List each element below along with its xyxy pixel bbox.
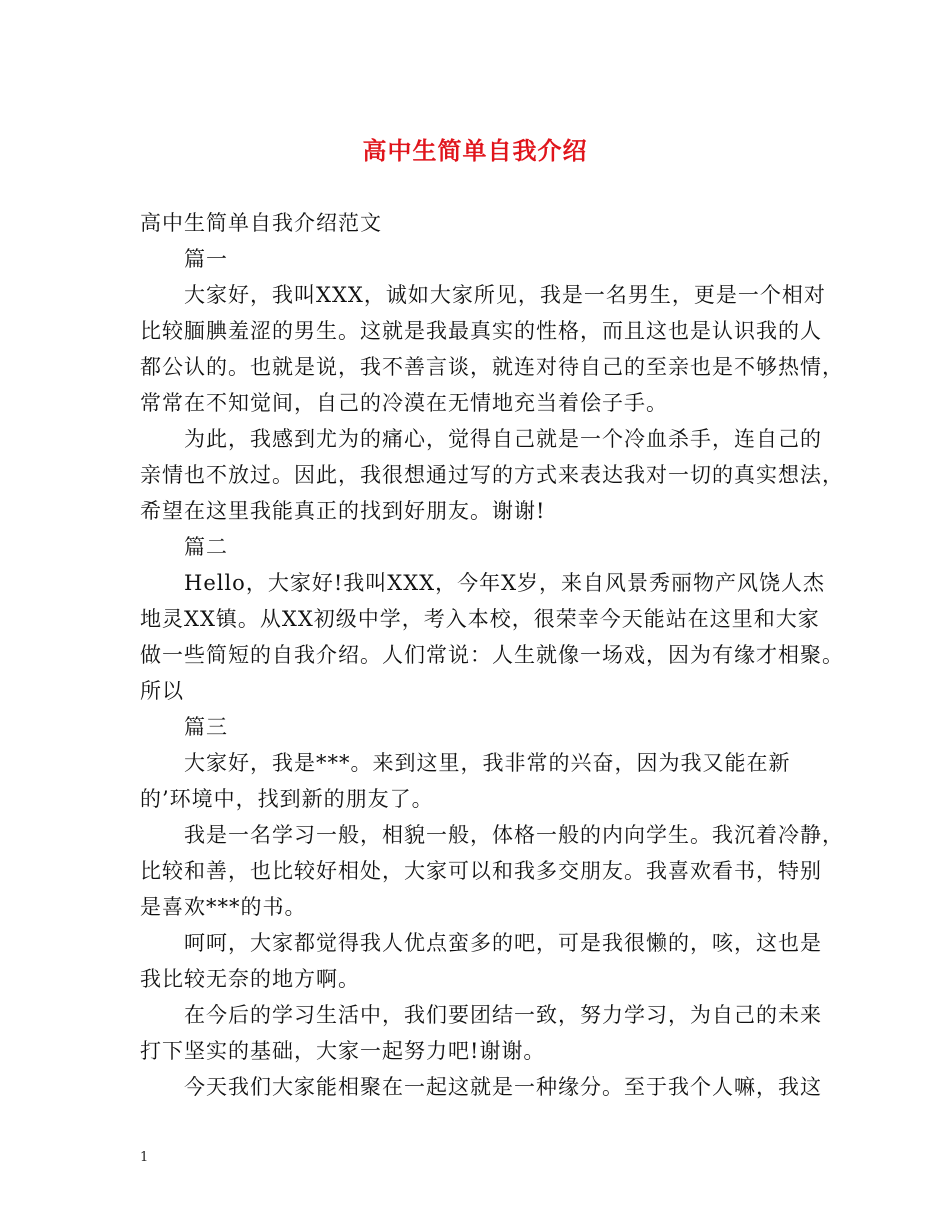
paragraph-line: 比较腼腆羞涩的男生。这就是我最真实的性格，而且这也是认识我的人	[140, 319, 822, 343]
paragraph-line: 今天我们大家能相聚在一起这就是一种缘分。至于我个人嘛，我这	[184, 1075, 822, 1099]
paragraph-line: 比较和善，也比较好相处，大家可以和我多交朋友。我喜欢看书，特别	[140, 859, 822, 883]
paragraph-line: 做一些简短的自我介绍。人们常说：人生就像一场戏，因为有缘才相聚。	[140, 643, 844, 667]
paragraph-line: 常常在不知觉间，自己的冷漠在无情地充当着侩子手。	[140, 391, 668, 415]
paragraph-line: 大家好，我是***。来到这里，我非常的兴奋，因为我又能在新	[184, 751, 791, 775]
paragraph-line: 是喜欢***的书。	[140, 895, 307, 919]
document-body	[140, 205, 844, 1105]
paragraph-line: 打下坚实的基础，大家一起努力吧!谢谢。	[140, 1039, 546, 1063]
paragraph-line: 希望在这里我能真正的找到好朋友。谢谢!	[140, 499, 546, 523]
paragraph-line: 呵呵，大家都觉得我人优点蛮多的吧，可是我很懒的，咳，这也是	[184, 931, 822, 955]
paragraph-line: 的’环境中，找到新的朋友了。	[140, 787, 434, 811]
paragraph-line: 为此，我感到尤为的痛心，觉得自己就是一个冷血杀手，连自己的	[184, 427, 822, 451]
section-heading-3: 篇三	[184, 715, 228, 739]
paragraph-line: Hello，大家好!我叫XXX，今年X岁，来自风景秀丽物产风饶人杰	[184, 571, 826, 595]
document-subtitle: 高中生简单自我介绍范文	[140, 211, 382, 235]
page-number: 1	[140, 1150, 149, 1165]
paragraph-line: 我是一名学习一般，相貌一般，体格一般的内向学生。我沉着冷静，	[184, 823, 844, 847]
section-heading-1: 篇一	[184, 247, 228, 271]
paragraph-line: 所以	[140, 679, 184, 703]
paragraph-line: 亲情也不放过。因此，我很想通过写的方式来表达我对一切的真实想法，	[140, 463, 844, 487]
paragraph-line: 在今后的学习生活中，我们要团结一致，努力学习，为自己的未来	[184, 1003, 822, 1027]
paragraph-line: 都公认的。也就是说，我不善言谈，就连对待自己的至亲也是不够热情，	[140, 355, 844, 379]
paragraph-line: 地灵XX镇。从XX初级中学，考入本校，很荣幸今天能站在这里和大家	[140, 607, 820, 631]
paragraph-line: 大家好，我叫XXX，诚如大家所见，我是一名男生，更是一个相对	[184, 283, 826, 307]
paragraph-line: 我比较无奈的地方啊。	[140, 967, 360, 991]
section-heading-2: 篇二	[184, 535, 228, 559]
page-title: 高中生简单自我介绍	[362, 136, 588, 165]
